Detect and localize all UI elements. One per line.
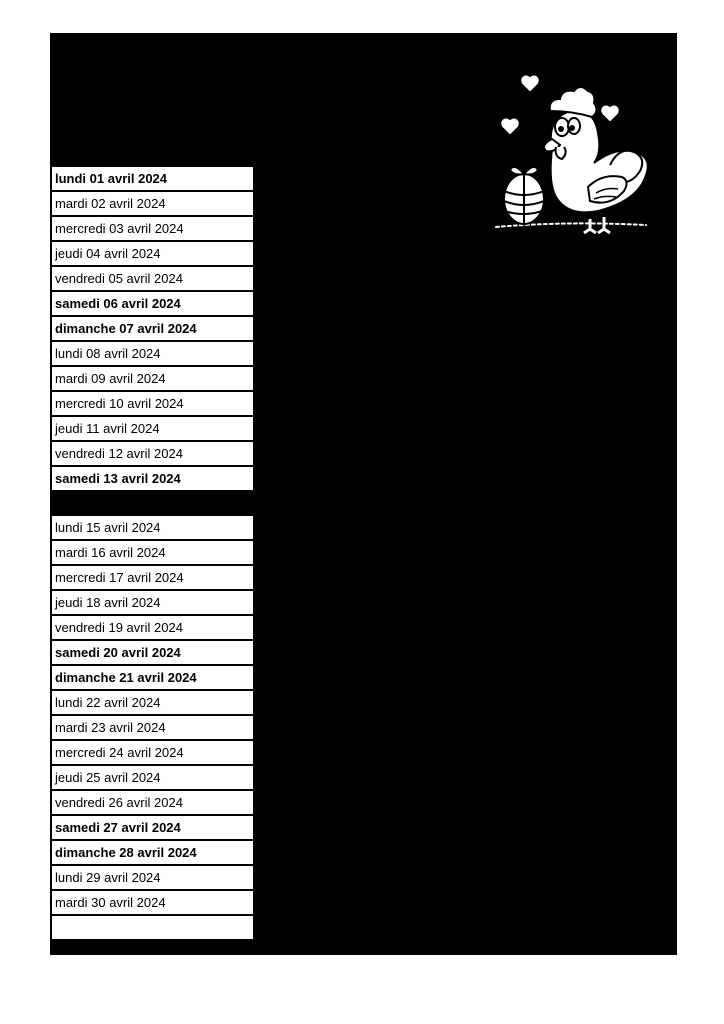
day-list-second-block [52,516,253,941]
day-row: mardi 30 avril 2024 [52,891,253,916]
easter-hen-with-egg-icon [492,69,662,239]
day-row: lundi 08 avril 2024 [52,342,253,367]
day-row: jeudi 18 avril 2024 [52,591,253,616]
day-row: mercredi 10 avril 2024 [52,392,253,417]
day-row: mercredi 17 avril 2024 [52,566,253,591]
day-row: lundi 22 avril 2024 [52,691,253,716]
day-row: lundi 15 avril 2024 [52,516,253,541]
day-row: lundi 01 avril 2024 [52,167,253,192]
day-row: lundi 29 avril 2024 [52,866,253,891]
day-row: dimanche 28 avril 2024 [52,841,253,866]
day-row: samedi 20 avril 2024 [52,641,253,666]
day-row: mardi 16 avril 2024 [52,541,253,566]
day-row: vendredi 05 avril 2024 [52,267,253,292]
day-row: jeudi 11 avril 2024 [52,417,253,442]
day-row: vendredi 12 avril 2024 [52,442,253,467]
day-list-first-block [52,167,253,492]
day-row: samedi 06 avril 2024 [52,292,253,317]
day-row: dimanche 21 avril 2024 [52,666,253,691]
day-row: mardi 09 avril 2024 [52,367,253,392]
day-row: mardi 02 avril 2024 [52,192,253,217]
day-row: jeudi 25 avril 2024 [52,766,253,791]
day-row-empty [52,916,253,941]
day-row: mardi 23 avril 2024 [52,716,253,741]
calendar-sheet [50,33,677,955]
day-row: dimanche 07 avril 2024 [52,317,253,342]
day-row: vendredi 19 avril 2024 [52,616,253,641]
day-row: mercredi 24 avril 2024 [52,741,253,766]
day-row: mercredi 03 avril 2024 [52,217,253,242]
day-row: samedi 27 avril 2024 [52,816,253,841]
day-row: samedi 13 avril 2024 [52,467,253,492]
day-row: vendredi 26 avril 2024 [52,791,253,816]
day-row: jeudi 04 avril 2024 [52,242,253,267]
